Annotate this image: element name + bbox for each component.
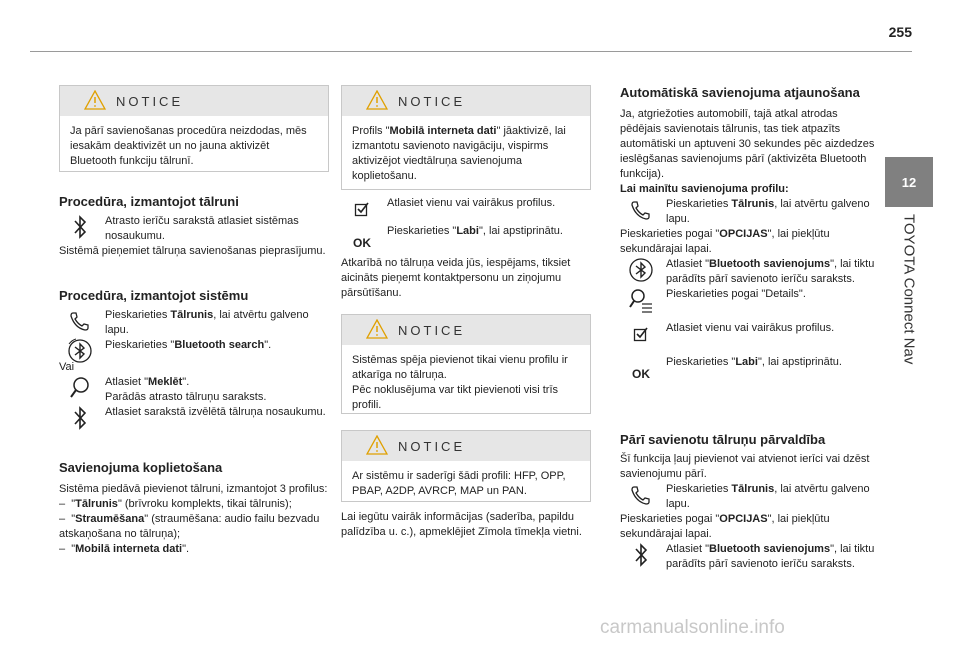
notice-box [341, 314, 591, 414]
bluetooth-icon [67, 405, 93, 431]
notice-text: Ar sistēmu ir saderīgi šādi profili: HFP, OPP, PBAP, A2DP, AVRCP, MAP un PAN. [352, 470, 566, 497]
phone-icon [628, 482, 654, 508]
step-text: Atlasiet vienu vai vairākus profilus. [387, 197, 556, 209]
details-icon [628, 287, 654, 313]
notice-header [60, 86, 328, 116]
step-item [59, 338, 329, 360]
body-text: Atkarībā no tālruņa veida jūs, iespējams, tiksiet aicināts pieņemt kontaktpersonu un ziņojumu pārsūtīšanu. [341, 257, 571, 299]
step-item [620, 542, 880, 572]
profile-steps [341, 196, 591, 301]
step-item [620, 482, 880, 512]
notice-box [341, 430, 591, 502]
step-item [341, 224, 591, 254]
warning-icon [84, 90, 106, 110]
step-text: Pieskarieties Tālrunis, lai atvērtu galveno lapu. [666, 483, 870, 510]
or-text: Vai [59, 361, 75, 373]
body-text: Pieskarieties pogai "OPCIJAS", lai piekļūtu sekundārajai lapai. [620, 228, 830, 255]
section-connection-sharing [59, 459, 329, 557]
list-item: – "Straumēšana" (straumēšana: audio failu bezvadu atskaņošana no tālruņa); [59, 513, 320, 540]
notice-box [341, 85, 591, 190]
notice-box [59, 85, 329, 172]
step-text: Atlasiet "Meklēt". Parādās atrasto tālruņu saraksts. [105, 376, 267, 403]
step-text: Pieskarieties Tālrunis, lai atvērtu galveno lapu. [666, 198, 870, 225]
chapter-tab: 12 [885, 157, 933, 207]
section-pair-via-phone [59, 193, 329, 259]
checkbox-icon [628, 321, 654, 347]
step-text: Atlasiet "Bluetooth savienojums", lai tiktu parādīts pārī savienoto ierīču saraksts. [666, 543, 875, 570]
notice-header [342, 315, 590, 345]
body-text: Šī funkcija ļauj pievienot vai atvienot ierīci vai dzēst savienojumu pārī. [620, 453, 870, 480]
bluetooth-search-icon [67, 338, 93, 364]
notice-title: NOTICE [398, 94, 466, 109]
step-text: Pieskarieties "Labi", lai apstiprinātu. [666, 356, 842, 368]
notice-header [342, 431, 590, 461]
notice-title: NOTICE [116, 94, 184, 109]
step-text: Atlasiet vienu vai vairākus profilus. [666, 322, 835, 334]
phone-icon [67, 308, 93, 334]
step-text: Pieskarieties Tālrunis, lai atvērtu galveno lapu. [105, 309, 309, 336]
notice-text: Sistēmas spēja pievienot tikai vienu profilu ir atkarīga no tālruņa. Pēc noklusējuma var tikt pievienoti visi trīs profili. [352, 354, 568, 411]
page-number: 255 [888, 24, 912, 40]
bluetooth-icon [67, 214, 93, 240]
step-item [620, 351, 880, 385]
chapter-title: TOYOTA Connect Nav [900, 214, 918, 365]
step-text: Atrasto ierīču sarakstā atlasiet sistēmas nosaukumu. [105, 215, 299, 242]
step-item [620, 197, 880, 227]
section-heading: Savienojuma koplietošana [59, 460, 223, 475]
list-item: – "Tālrunis" (brīvroku komplekts, tikai tālrunis); [59, 498, 292, 510]
body-text: Sistēma piedāvā pievienot tālruni, izmantojot 3 profilus: [59, 483, 328, 495]
bluetooth-icon [628, 542, 654, 568]
section-heading: Automātiskā savienojuma atjaunošana [620, 85, 860, 100]
bluetooth-connection-icon [628, 257, 654, 283]
chapter-title-container [885, 214, 933, 464]
phone-icon [628, 197, 654, 223]
checkbox-icon [349, 196, 375, 222]
list-item: – "Mobilā interneta dati". [59, 543, 190, 555]
section-auto-reconnect [620, 84, 880, 385]
section-pair-via-system [59, 287, 329, 431]
notice-header [342, 86, 590, 116]
section-manage-paired [620, 431, 880, 572]
notice-title: NOTICE [398, 323, 466, 338]
step-item [620, 317, 880, 351]
search-icon [67, 375, 93, 401]
notice-title: NOTICE [398, 439, 466, 454]
step-item [620, 287, 880, 317]
body-text: Pieskarieties pogai "OPCIJAS", lai piekļūtu sekundārajai lapai. [620, 513, 830, 540]
notice-text: Ja pārī savienošanas procedūra neizdodas, mēs iesakām deaktivizēt un no jauna aktivizēt Bluetooth funkciju tālrunī. [70, 125, 307, 167]
warning-icon [366, 435, 388, 455]
subheading: Lai mainītu savienojuma profilu: [620, 183, 789, 195]
step-text: Pieskarieties pogai "Details". [666, 288, 806, 300]
more-info-text: Lai iegūtu vairāk informācijas (saderība, papildu palīdzība u. c.), apmeklējiet Zīmola tīmekļa vietni. [341, 511, 582, 538]
step-text: Atlasiet sarakstā izvēlētā tālruņa nosaukumu. [105, 406, 326, 418]
watermark: carmanualsonline.info [600, 617, 785, 638]
section-heading: Procedūra, izmantojot sistēmu [59, 288, 249, 303]
header-rule [30, 51, 912, 52]
section-heading: Pārī savienotu tālruņu pārvaldība [620, 432, 826, 447]
section-heading: Procedūra, izmantojot tālruni [59, 194, 239, 209]
step-text: Pieskarieties "Labi", lai apstiprinātu. [387, 225, 563, 237]
warning-icon [366, 90, 388, 110]
step-item [59, 405, 329, 431]
step-item [59, 375, 329, 405]
step-item [59, 308, 329, 338]
step-text: Atlasiet "Bluetooth savienojums", lai tiktu parādīts pārī savienoto ierīču saraksts. [666, 258, 875, 285]
step-item [620, 257, 880, 287]
step-text: Pieskarieties "Bluetooth search". [105, 339, 272, 351]
body-text: Sistēmā pieņemiet tālruņa savienošanas pieprasījumu. [59, 245, 326, 257]
step-item [341, 196, 591, 224]
body-text: Ja, atgriežoties automobilī, tajā atkal atrodas pēdējais savienotais tālrunis, tas tiek atpazīts automātiski un aptuveni 30 sekundes pēc aizdedzes ieslēgšanas savienojums pārī (aktivizēta Bluetooth funkcija). [620, 108, 875, 180]
step-item [59, 214, 329, 244]
ok-icon: OK [632, 366, 650, 381]
ok-icon: OK [353, 235, 371, 250]
warning-icon [366, 319, 388, 339]
notice-text: Profils "Mobilā interneta dati" jāaktivizē, lai izmantotu savienoto navigāciju, vispirms aktivizējot viedtālruņa savienojuma koplietošanu. [352, 125, 566, 182]
